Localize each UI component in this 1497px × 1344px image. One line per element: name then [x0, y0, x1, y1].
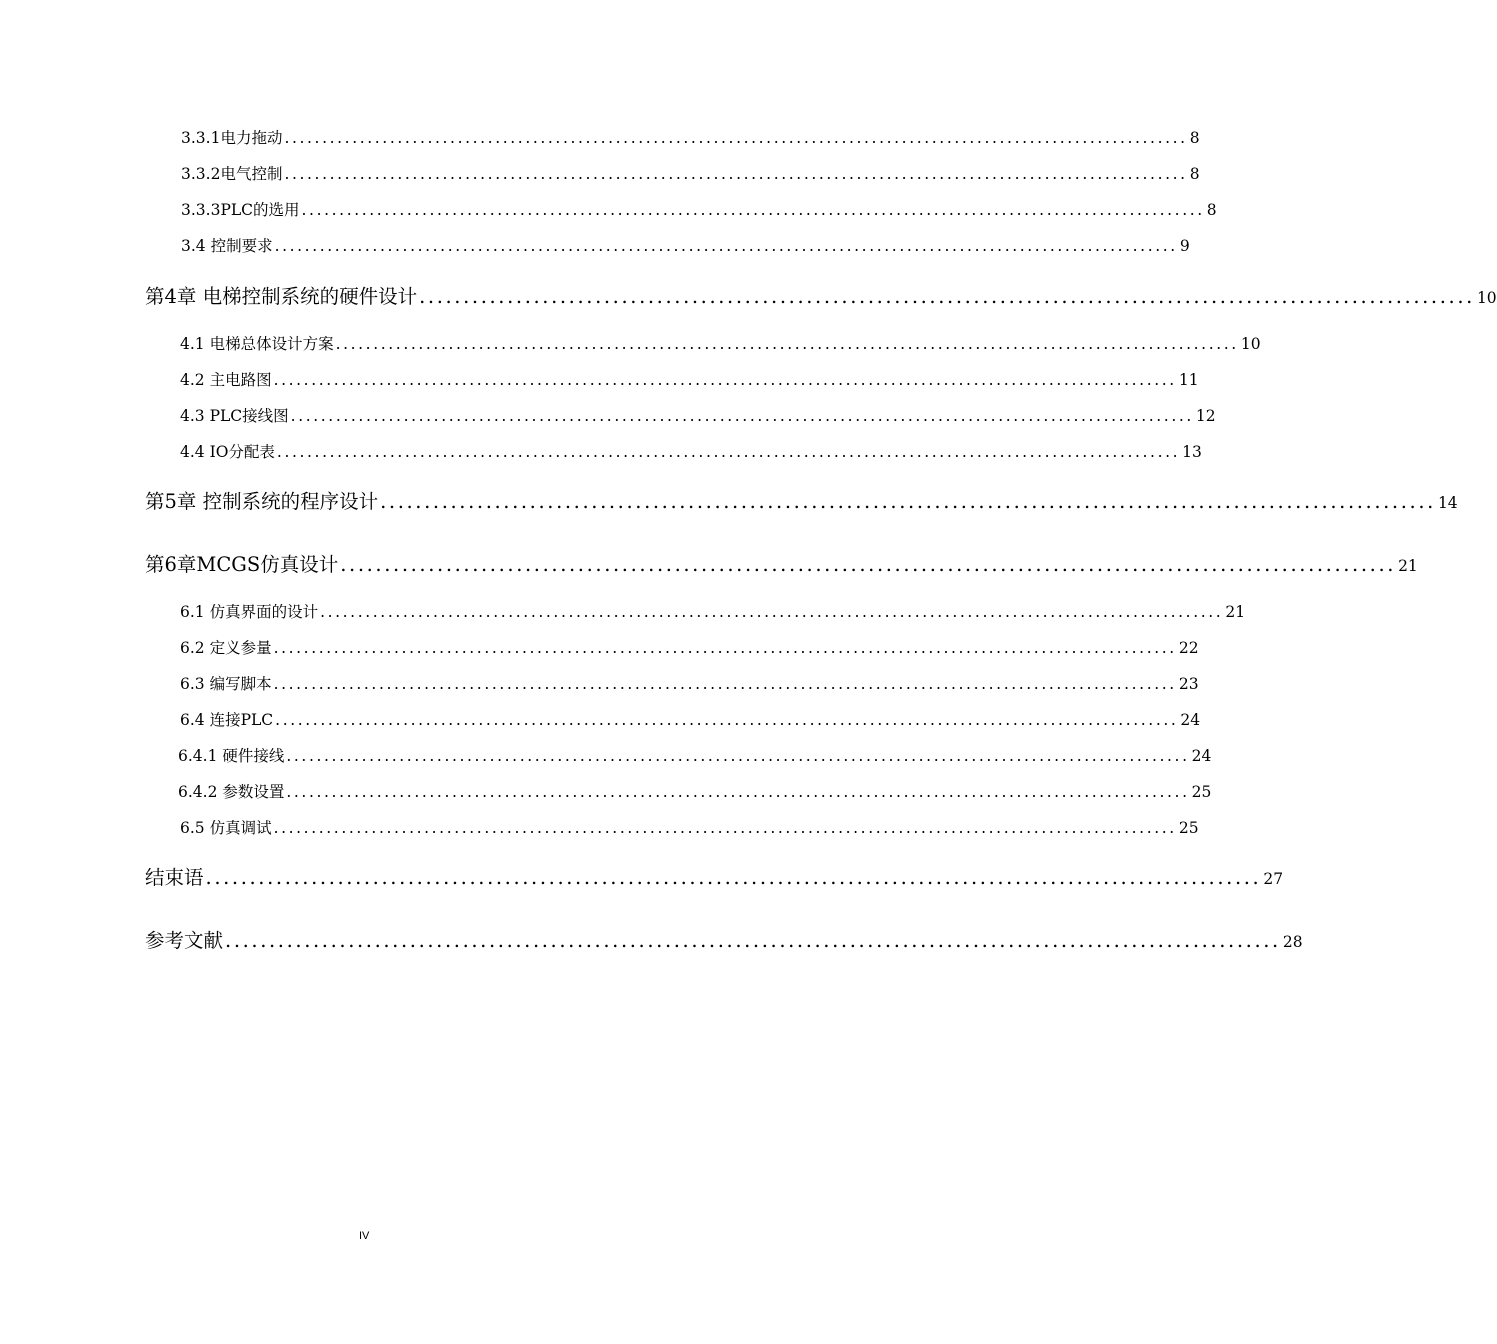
toc-entry-title: 4.3 PLC接线图: [180, 407, 289, 425]
toc-entry-title: 3.4 控制要求: [181, 237, 273, 255]
toc-entry-page: 8: [1206, 201, 1217, 219]
toc-entry-title: 6.1 仿真界面的设计: [180, 603, 319, 621]
toc-leader-dots: ........................................................................................................................: [335, 335, 1239, 353]
toc-entry[interactable]: [180, 332, 1261, 354]
toc-entry-title: 6.5 仿真调试: [180, 819, 272, 837]
toc-leader-dots: ........................................................................................................................: [276, 443, 1181, 461]
toc-entry-title: 6.4 连接PLC: [180, 711, 274, 729]
toc-leader-dots: ........................................................................................................................: [273, 675, 1177, 693]
page-number: IV: [359, 1230, 370, 1242]
toc-chapter-entry[interactable]: [145, 486, 1458, 514]
toc-leader-dots: ........................................................................................................................: [273, 819, 1177, 837]
toc-entry-title: 6.2 定义参量: [180, 639, 272, 657]
toc-entry-title: 3.3.3PLC的选用: [181, 201, 300, 219]
toc-entry-page: 10: [1476, 289, 1497, 307]
toc-entry-title: 第5章 控制系统的程序设计: [145, 490, 379, 513]
toc-entry-title: 4.1 电梯总体设计方案: [180, 335, 334, 353]
toc-leader-dots: ........................................................................................................................: [301, 201, 1205, 219]
toc-entry-page: 23: [1178, 675, 1199, 693]
toc-leader-dots: ........................................................................................................................: [290, 407, 1194, 425]
toc-entry-page: 24: [1180, 711, 1201, 729]
toc-entry[interactable]: [178, 780, 1212, 802]
toc-leader-dots: ........................................................................................................................: [284, 165, 1188, 183]
toc-entry[interactable]: [180, 440, 1202, 462]
toc-leader-dots: ........................................................................................................................: [273, 371, 1177, 389]
toc-entry[interactable]: [180, 636, 1199, 658]
toc-leader-dots: ........................................................................................................................: [274, 237, 1178, 255]
toc-entry-page: 24: [1191, 747, 1212, 765]
toc-entry[interactable]: [180, 600, 1246, 622]
toc-leader-dots: ........................................................................................................................: [380, 490, 1436, 513]
toc-entry-title: 4.2 主电路图: [180, 371, 272, 389]
toc-entry-page: 21: [1398, 557, 1418, 575]
toc-leader-dots: ........................................................................................................................: [286, 747, 1190, 765]
toc-chapter-entry[interactable]: [145, 925, 1303, 953]
toc-entry-page: 28: [1282, 933, 1303, 951]
toc-entry-title: 3.3.1电力拖动: [181, 129, 283, 147]
toc-leader-dots: ........................................................................................................................: [419, 285, 1475, 308]
toc-entry-title: 6.3 编写脚本: [180, 675, 272, 693]
toc-entry-page: 14: [1437, 494, 1458, 512]
toc-entry[interactable]: [180, 368, 1199, 390]
toc-entry-title: 第6章MCGS仿真设计: [145, 553, 339, 576]
toc-leader-dots: ........................................................................................................................: [286, 783, 1190, 801]
toc-entry[interactable]: [181, 234, 1190, 256]
toc-leader-dots: ........................................................................................................................: [275, 711, 1179, 729]
toc-entry-page: 13: [1182, 443, 1202, 461]
toc-entry-title: 结束语: [145, 866, 204, 889]
toc-chapter-entry[interactable]: [145, 549, 1418, 577]
toc-entry-title: 6.4.2 参数设置: [178, 783, 285, 801]
toc-entry-page: 25: [1191, 783, 1212, 801]
toc-entry[interactable]: [180, 708, 1201, 730]
toc-entry-page: 27: [1263, 870, 1284, 888]
toc-entry[interactable]: [180, 404, 1216, 426]
toc-entry[interactable]: [180, 672, 1199, 694]
toc-entry-page: 12: [1195, 407, 1216, 425]
toc-entry-title: 参考文献: [145, 929, 224, 952]
toc-chapter-entry[interactable]: [145, 862, 1284, 890]
toc-entry-page: 10: [1240, 335, 1261, 353]
toc-leader-dots: ........................................................................................................................: [205, 866, 1262, 889]
toc-entry-title: 3.3.2电气控制: [181, 165, 283, 183]
toc-entry-page: 11: [1178, 371, 1199, 389]
toc-leader-dots: ........................................................................................................................: [320, 603, 1224, 621]
toc-entry-page: 8: [1189, 165, 1200, 183]
toc-entry-page: 8: [1189, 129, 1200, 147]
toc-entry-page: 21: [1225, 603, 1246, 621]
toc-entry-page: 25: [1178, 819, 1199, 837]
toc-entry-page: 22: [1178, 639, 1199, 657]
toc-entry-page: 9: [1179, 237, 1190, 255]
toc-leader-dots: ........................................................................................................................: [273, 639, 1177, 657]
toc-entry[interactable]: [181, 198, 1217, 220]
toc-entry[interactable]: [181, 162, 1200, 184]
toc-entry[interactable]: [181, 126, 1200, 148]
toc-leader-dots: ........................................................................................................................: [340, 553, 1397, 576]
toc-leader-dots: ........................................................................................................................: [225, 929, 1281, 952]
toc-entry-title: 第4章 电梯控制系统的硬件设计: [145, 285, 418, 308]
toc-leader-dots: ........................................................................................................................: [284, 129, 1188, 147]
toc-entry[interactable]: [180, 816, 1199, 838]
toc-entry-title: 6.4.1 硬件接线: [178, 747, 285, 765]
toc-chapter-entry[interactable]: [145, 281, 1497, 309]
toc-entry[interactable]: [178, 744, 1212, 766]
toc-entry-title: 4.4 IO分配表: [180, 443, 275, 461]
